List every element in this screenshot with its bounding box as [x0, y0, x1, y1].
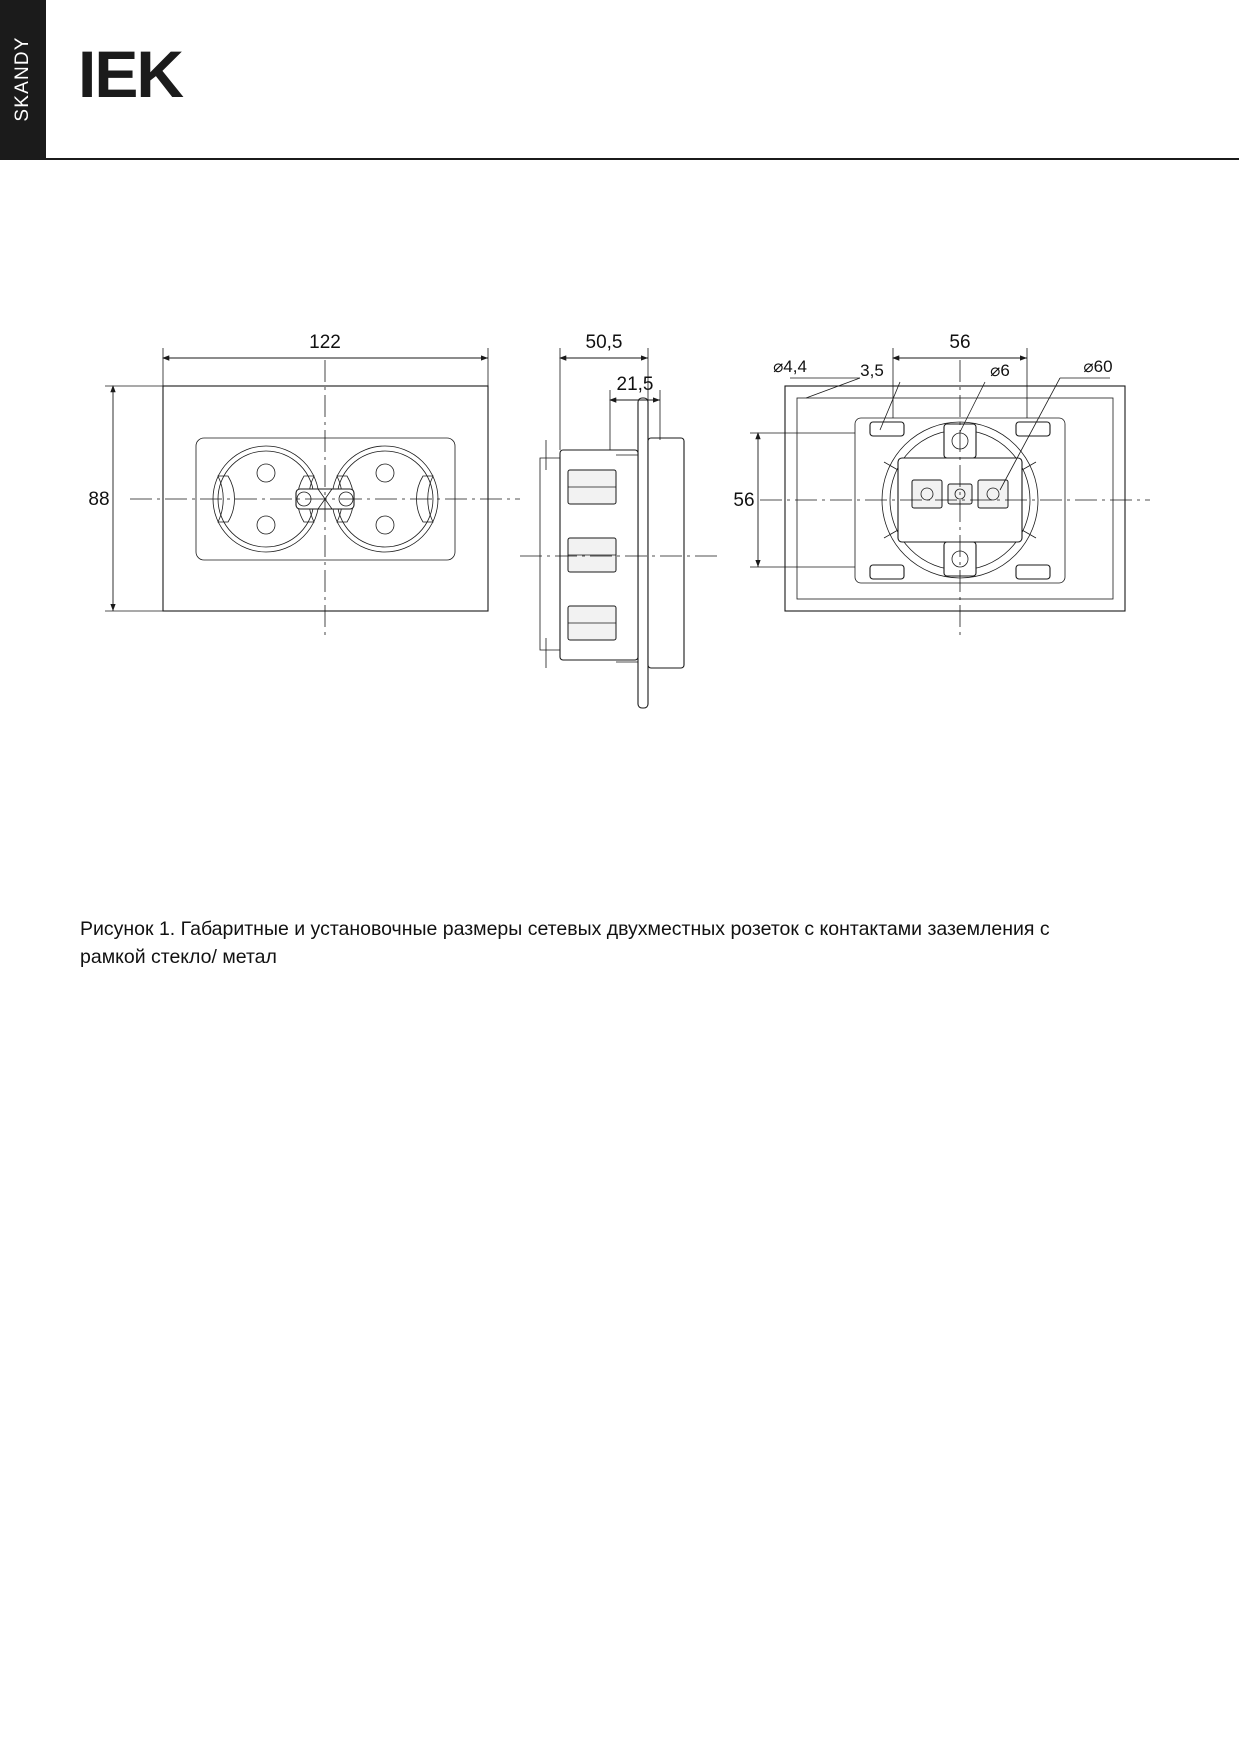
dim-mount-height: 56	[733, 490, 755, 511]
technical-drawing	[0, 290, 1239, 710]
dim-offset: 3,5	[860, 361, 884, 380]
dim-front-width: 122	[309, 332, 341, 353]
dim-side-depth: 50,5	[585, 332, 623, 353]
mounting-view	[733, 332, 1150, 640]
figure-caption: Рисунок 1. Габаритные и установочные размеры сетевых двухместных розеток с контактами заземления с рамкой стекло/ метал	[80, 918, 1050, 969]
dim-hole-large: ⌀60	[1083, 357, 1113, 376]
header-divider	[0, 158, 1239, 160]
front-view	[88, 332, 520, 640]
dim-hole-small: ⌀4,4	[773, 357, 807, 376]
brand-sidebar	[0, 0, 46, 158]
dim-side-body-depth: 21,5	[616, 374, 654, 395]
brand-name-vertical: SKANDY	[12, 36, 33, 122]
dim-hole-medium: ⌀6	[990, 361, 1010, 380]
dim-front-height: 88	[88, 489, 110, 510]
side-view	[520, 332, 720, 708]
drawing-canvas	[0, 290, 1239, 710]
iek-logo: IEK	[78, 37, 183, 111]
page-header	[0, 0, 1239, 158]
dim-mount-width: 56	[949, 332, 971, 353]
